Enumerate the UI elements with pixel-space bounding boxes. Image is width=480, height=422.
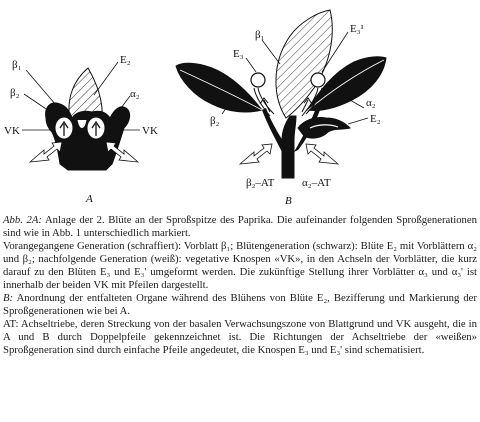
diagram-b-label-e3prime: E₃¹ — [350, 23, 364, 35]
diagram-b-flower-e2 — [298, 117, 350, 138]
diagram-b-double-arrow-left — [240, 144, 272, 164]
diagram-a — [4, 54, 158, 205]
diagram-b-label-e2: E₂ — [370, 113, 381, 125]
diagram-b-caption: B — [285, 195, 292, 207]
diagram-b — [176, 10, 386, 207]
diagram-b-label-beta2: β₂ — [210, 115, 220, 127]
diagram-b-label-beta2-at: β₂–AT — [246, 177, 275, 189]
diagram-b-double-arrow-right — [306, 144, 338, 164]
caption-title: Abb. 2A: — [3, 214, 42, 226]
diagram-b-label-e3: E₃ — [233, 48, 244, 60]
caption-b-label: B: — [3, 292, 14, 305]
caption-para1-text: Anlage der 2. Blüte an der Sproßspitze des Paprika. Die aufeinander folgenden Sproßgenerationen sind wie in Abb. 1 unterschiedlich markiert. — [3, 214, 477, 240]
caption-paragraph-2: Vorangegangene Generation (schraffiert): Vorblatt β₁; Blütengeneration (schwarz): Blüte E₂ mit Vorblättern α₂ und β₂; nachfolgende Generation (weiß): vegetative Knospen «VK», in den Achseln der Vorblätter, die kurz darauf zu den Blüten E₃ und E₃' umgeformt werden. Die zukünftige Stellung ihrer Vorblätter α₃ und α₃' ist innerhalb der beiden VK mit Pfeilen dargestellt. — [3, 240, 477, 292]
diagram-b-bud-e3 — [251, 73, 265, 87]
diagram-b-bud-e3prime — [311, 73, 325, 87]
figure-caption — [3, 214, 477, 358]
caption-para3-text: Anordnung der entfalteten Organe während des Blühens von Blüte E₂, Bezifferung und Markierung der Sproßgenerationen wie bei A. — [3, 292, 477, 318]
caption-paragraph-4: AT: Achseltriebe, deren Streckung von der basalen Verwachsungszone von Blattgrund und VK ausgeht, die in A und B durch Doppelpfeile gekennzeichnet ist. Die Richtungen der Achseltriebe der «weißen» Sproßgeneration sind durch einfache Pfeile angedeutet, die Knospen E₃ und E₃' sind schematisiert. — [3, 318, 477, 357]
diagram-a-label-e2: E₂ — [120, 54, 131, 66]
diagram-b-label-alpha2: α₂ — [366, 97, 376, 109]
caption-paragraph-3 — [3, 292, 477, 318]
diagram-a-double-arrow-left — [30, 142, 62, 162]
diagram-a-label-beta2: β₂ — [10, 87, 20, 99]
diagram-a-label-alpha2: α₂ — [130, 88, 140, 100]
diagram-a-label-vk-left: VK — [4, 125, 20, 137]
diagram-a-label-beta1: β₁ — [12, 59, 22, 71]
diagram-a-label-vk-right: VK — [142, 125, 158, 137]
diagram-a-caption: A — [86, 193, 93, 205]
diagram-b-label-beta1: β₁ — [255, 29, 265, 41]
caption-paragraph-1 — [3, 214, 477, 240]
diagram-b-leaf-beta2 — [176, 63, 262, 112]
diagram-b-label-alpha2-at: α₂–AT — [302, 177, 331, 189]
